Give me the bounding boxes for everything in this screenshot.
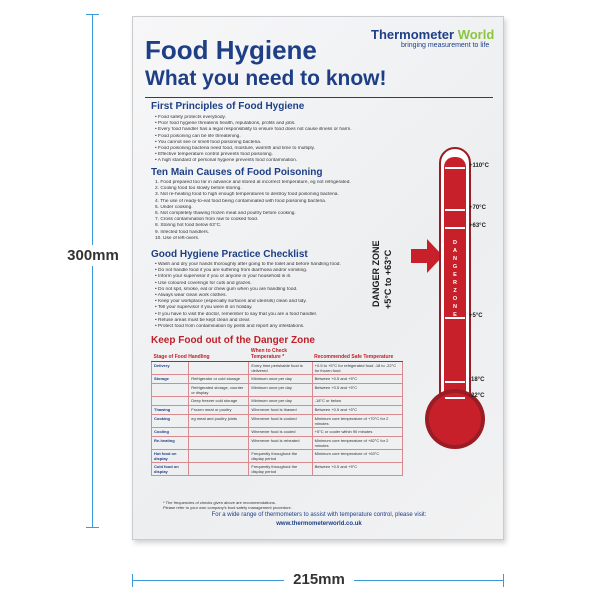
table-cell: Minimum core temperature of +63°C — [312, 450, 402, 463]
temp-label-minus18: -18°C — [469, 377, 485, 383]
table-cell: Whenever food is thawed — [249, 406, 312, 415]
list-item: 8. Storing hot food below 63°C. — [155, 223, 222, 229]
thermometer-tick — [445, 227, 465, 229]
checklist-list — [155, 262, 370, 330]
list-item: • Food poisoning bacteria need food, moisture, warmth and time to multiply. — [155, 146, 370, 152]
table-body — [152, 362, 403, 476]
tube-letter: R — [453, 280, 457, 286]
table-row — [152, 397, 403, 406]
section-heading-first-principles: First Principles of Food Hygiene — [151, 101, 305, 112]
table-cell: Hot food on display — [152, 450, 189, 463]
table-cell: +5°C or cooler within 90 minutes — [312, 428, 402, 437]
tube-letter: E — [453, 312, 457, 318]
list-item: 4. The use of ready-to-eat food being contaminated with food poisoning bacteria. — [155, 198, 327, 204]
title-divider — [145, 97, 493, 98]
table-row — [152, 450, 403, 463]
footer-text: For a wide range of thermometers to assist with temperature control, please visit: — [211, 512, 427, 518]
table-cell: Whenever food is reheated — [249, 437, 312, 450]
table-cell: Cooling — [152, 428, 189, 437]
table-row — [152, 384, 403, 397]
table-cell: Whenever food is cooked — [249, 415, 312, 428]
list-item: • Food safety protects everybody. — [155, 115, 370, 121]
table-row — [152, 437, 403, 450]
tube-letter: Z — [453, 288, 457, 294]
tube-letter: G — [452, 264, 458, 270]
list-item: 1. Food prepared too far in advance and stored at incorrect temperature, eg not refrigerated. — [155, 180, 351, 185]
dimension-cap — [132, 574, 133, 587]
dimension-cap — [86, 14, 99, 15]
list-item: • You cannot see or smell food poisoning bacteria. — [155, 140, 370, 146]
table-cell: Minimum once per day — [249, 384, 312, 397]
table-row — [152, 406, 403, 415]
danger-zone-title: DANGER ZONE — [371, 240, 381, 307]
table-cell — [189, 437, 249, 450]
list-item: 10. Use of left-overs. — [155, 235, 200, 241]
list-item: • Refuse areas must be kept clean and clear. — [155, 318, 370, 324]
table-header: Recommended Safe Temperature — [312, 347, 402, 362]
tube-letter: E — [453, 272, 457, 278]
temp-label-70: +70°C — [469, 205, 486, 211]
list-item: • Poor food hygiene threatens health, reputations, profits and jobs. — [155, 121, 370, 127]
list-item: 2. Cooling food too slowly before storing. — [155, 186, 242, 192]
table-row — [152, 415, 403, 428]
thermometer-bulb-fill — [429, 393, 481, 445]
section-heading-checklist: Good Hygiene Practice Checklist — [151, 249, 308, 260]
list-item: • Tell your supervisor if you were ill on holiday. — [155, 305, 370, 311]
thermometer-tick — [445, 397, 465, 399]
list-item: • Every food handler has a legal responsibility to ensure food does not cause illness or harm. — [155, 127, 370, 133]
list-item: • Use coloured coverings for cuts and grazes. — [155, 281, 370, 287]
table-cell: Between +0.5 and +5°C — [312, 384, 402, 397]
table-cell: Between +0.5 and +5°C — [312, 375, 402, 384]
temp-label-minus22: -22°C — [469, 393, 485, 399]
table-header: Stage of Food Handling — [152, 347, 249, 362]
tube-letter: O — [452, 296, 458, 302]
table-cell: Storage — [152, 375, 189, 384]
width-label: 215mm — [284, 571, 354, 588]
table-cell: Delivery — [152, 362, 189, 375]
table-header: When to Check Temperature * — [249, 347, 312, 362]
table-cell: Minimum once per day — [249, 375, 312, 384]
poster-footer — [133, 511, 504, 529]
table-cell: Thawing — [152, 406, 189, 415]
tube-letter: N — [453, 304, 457, 310]
table-cell — [189, 362, 249, 375]
section-heading-danger-zone: Keep Food out of the Danger Zone — [151, 335, 315, 346]
table-row — [152, 362, 403, 375]
danger-zone-range: +5°C to +63°C — [383, 249, 393, 309]
footer-url-text: www.thermometerworld.co.uk — [276, 521, 362, 527]
list-item: • Keep your workplace (especially surfaces and utensils) clean and tidy. — [155, 299, 370, 305]
tube-letter: N — [453, 256, 457, 262]
table-cell — [189, 450, 249, 463]
table-cell: +0.5 to +5°C for refrigerated food -18 to -22°C for frozen food — [312, 362, 402, 375]
table-cell: eg meat and poultry joints — [189, 415, 249, 428]
list-item: • Do not handle food if you are suffering from diarrhoea and/or vomiting. — [155, 268, 370, 274]
list-item: • Do not spit, smoke, eat or chew gum when you are handling food. — [155, 287, 370, 293]
brand-tagline: bringing measurement to life — [401, 42, 490, 49]
height-dimension-line — [92, 14, 93, 528]
list-item: • Always wear clean work clothes. — [155, 293, 370, 299]
list-item: 3. Not re-heating food to high enough temperatures to destroy food poisoning bacteria. — [155, 192, 339, 198]
tube-letter: D — [453, 240, 457, 246]
main-causes-list — [155, 180, 370, 242]
tube-danger-word — [448, 239, 462, 287]
list-item: 9. Infected food handlers. — [155, 229, 210, 235]
table-cell — [152, 384, 189, 397]
table-footnote — [163, 500, 292, 510]
table-cell: Minimum core temperature of +82°C for 2 minutes — [312, 437, 402, 450]
list-item: • Protect food from contamination by pests and report any infestations. — [155, 324, 370, 330]
table-cell — [189, 463, 249, 476]
poster-subtitle: What you need to know! — [145, 67, 387, 90]
table-cell — [189, 428, 249, 437]
table-cell: Deep freezer cold storage — [189, 397, 249, 406]
brand-name-part2: World — [457, 27, 495, 42]
table-cell: Whenever food is cooled — [249, 428, 312, 437]
table-cell: Between +0.5 and +5°C — [312, 406, 402, 415]
first-principles-list — [155, 115, 370, 165]
height-label: 300mm — [62, 245, 124, 266]
list-item: • Inform your supervisor if you or anyone in your household is ill. — [155, 274, 370, 280]
table-cell: Refrigerated storage, counter or display — [189, 384, 249, 397]
table-cell: Cold food on display — [152, 463, 189, 476]
table-cell: Minimum core temperature of +70°C for 2 minutes — [312, 415, 402, 428]
list-item: • A high standard of personal hygiene prevents food contamination. — [155, 158, 370, 164]
table-cell: Re-heating — [152, 437, 189, 450]
tube-zone-word — [448, 287, 462, 319]
temp-label-63: +63°C — [469, 223, 486, 229]
thermometer-tick — [445, 209, 465, 211]
table-row — [152, 463, 403, 476]
list-item: 7. Cross contamination from raw to cooked food. — [155, 217, 259, 223]
thermometer-graphic — [423, 147, 493, 467]
brand-logo — [371, 27, 494, 42]
list-item: 5. Under cooking. — [155, 204, 193, 210]
section-heading-main-causes: Ten Main Causes of Food Poisoning — [151, 167, 323, 178]
temp-label-110: +110°C — [469, 163, 489, 169]
table-cell: Every time perishable food is delivered — [249, 362, 312, 375]
temp-label-5: +5°C — [469, 313, 483, 319]
table-row — [152, 428, 403, 437]
table-cell: Frequently throughout the display period — [249, 450, 312, 463]
thermometer-tick — [445, 167, 465, 169]
thermometer-tick — [445, 381, 465, 383]
list-item: • Wash and dry your hands thoroughly after going to the toilet and before handling food. — [155, 262, 370, 268]
danger-zone-label — [371, 227, 411, 317]
dimension-cap — [86, 527, 99, 528]
table-cell: Frequently throughout the display period — [249, 463, 312, 476]
brand-name-part1: Thermometer — [371, 27, 458, 42]
tube-letter: A — [453, 248, 457, 254]
table-cell: -18°C or below — [312, 397, 402, 406]
footnote-line: * The frequencies of checks given above are recommendations. — [163, 500, 276, 505]
temperature-table — [151, 347, 403, 476]
table-row — [152, 375, 403, 384]
list-item: • If you have to visit the doctor, remember to say that you are a food handler. — [155, 312, 370, 318]
dimension-cap — [503, 574, 504, 587]
table-cell: Between +0.5 and +5°C — [312, 463, 402, 476]
poster-title: Food Hygiene — [145, 35, 317, 65]
list-item: • Effective temperature control prevents food poisoning. — [155, 152, 370, 158]
table-cell: Refrigerator or cold storage — [189, 375, 249, 384]
list-item: 6. Not completely thawing frozen meat and poultry before cooking. — [155, 211, 296, 217]
footnote-line: Please refer to your own company's food safety management procedure. — [163, 505, 292, 510]
food-hygiene-poster — [132, 16, 504, 540]
footer-url — [133, 520, 504, 529]
table-cell: Cooking — [152, 415, 189, 428]
list-item: • Food poisoning can be life threatening. — [155, 134, 370, 140]
table-cell: Frozen meat or poultry — [189, 406, 249, 415]
table-cell — [152, 397, 189, 406]
table-cell: Minimum once per day — [249, 397, 312, 406]
table-header-row — [152, 347, 403, 362]
